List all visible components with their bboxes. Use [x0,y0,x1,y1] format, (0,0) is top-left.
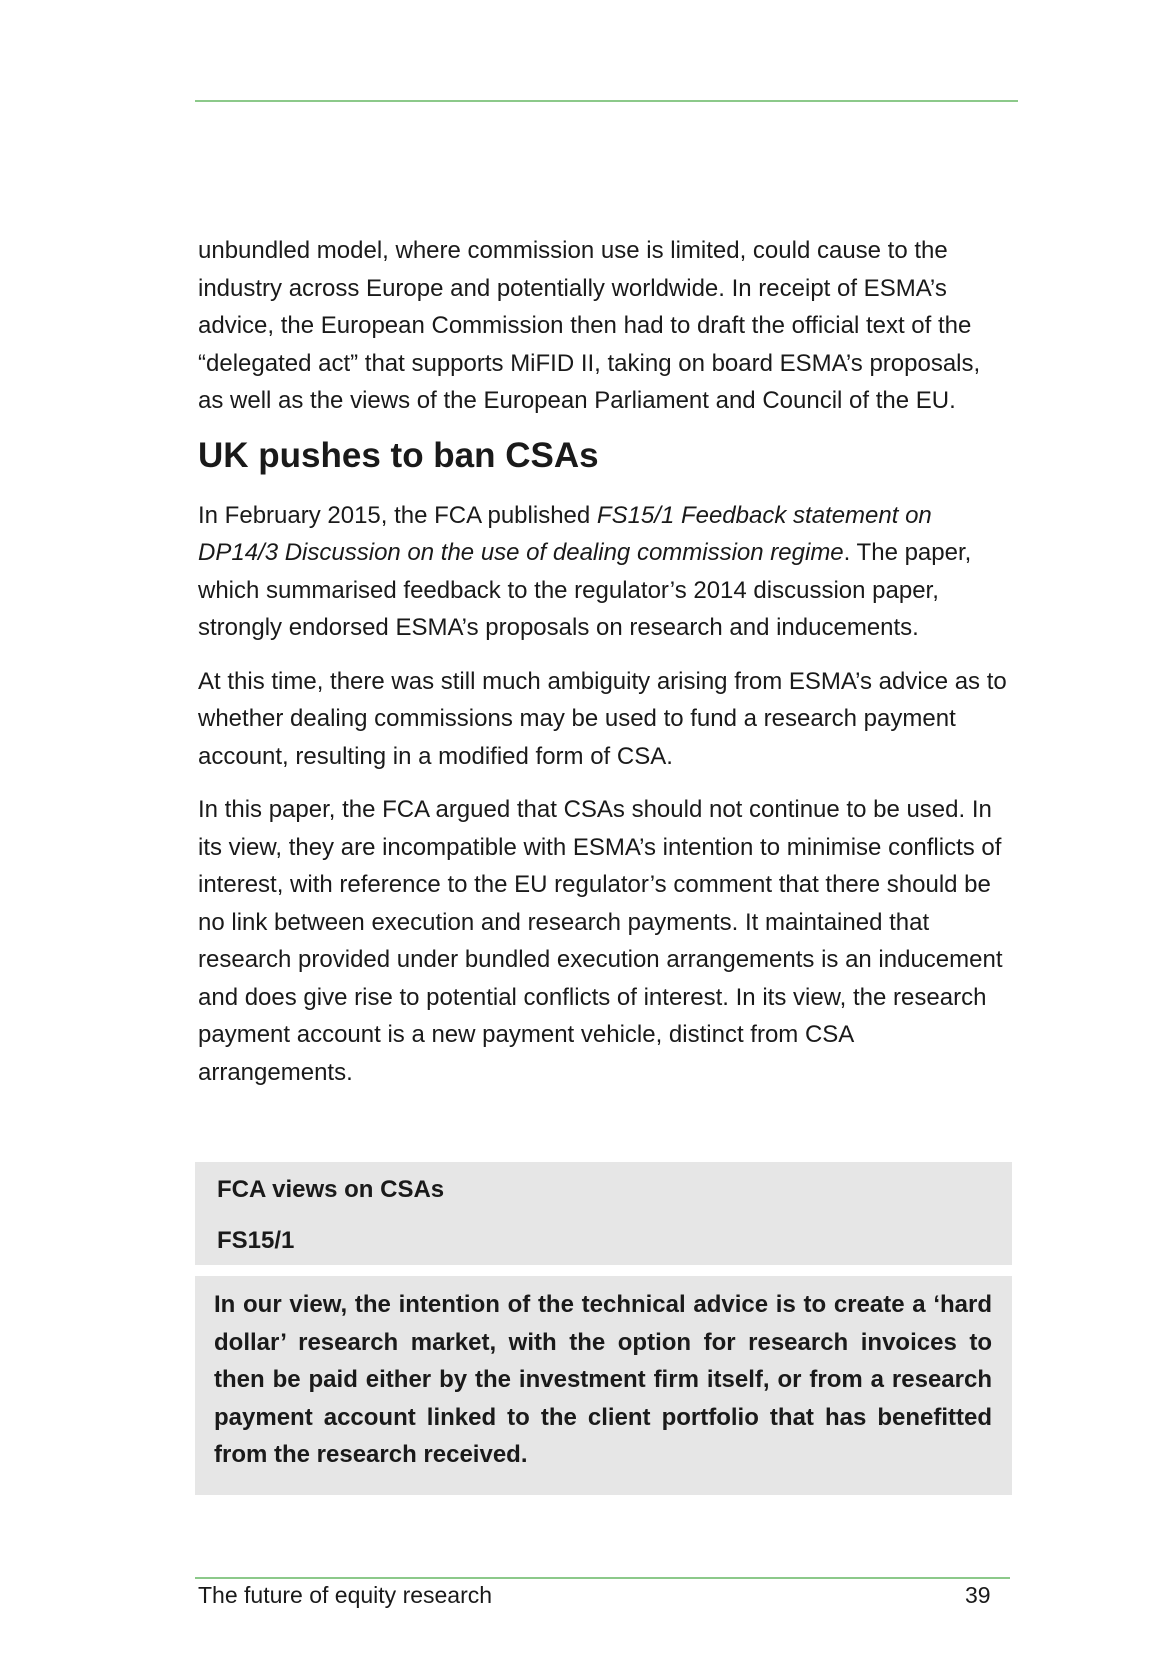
paragraph-ambiguity: At this time, there was still much ambiguity arising from ESMA’s advice as to whether dealing commissions may be used to fund a research payment account, resulting in a modified form of CSA. [198,667,1007,770]
main-content [198,232,1010,1107]
callout-title: FCA views on CSAs [217,1176,445,1203]
paragraph-intro: unbundled model, where commission use is limited, could cause to the industry across Europe and potentially worldwide. In receipt of ESMA’s advice, the European Commission then had to draft the official text of the “delegated act” that supports MiFID II, taking on board ESMA’s proposals, as well as the views of the European Parliament and Council of the EU. [198,237,981,414]
paragraph-prefix: In February 2015, the FCA published [198,501,597,529]
callout-header [195,1162,1012,1265]
header-rule [195,100,1018,102]
paragraph-suffix: . The paper, which summarised feedback to the regulator’s 2014 discussion paper, strongly endorsed ESMA’s proposals on research and inducements. [198,539,972,641]
callout-quote: In our view, the intention of the technical advice is to create a ‘hard dollar’ research market, with the option for research invoices to then be paid either by the investment firm itself, or from a research payment account linked to the client portfolio that has benefitted from the research received. [214,1291,992,1468]
callout-body [195,1276,1012,1495]
publication-title: FS15/1 Feedback statement on DP14/3 Discussion on the use of dealing commission regime [198,501,932,566]
footer-rule [195,1577,1010,1579]
footer-title: The future of equity research [198,1582,493,1608]
callout-subtitle: FS15/1 [217,1227,295,1254]
paragraph-fca-published [198,497,1010,647]
paragraph-fca-argued: In this paper, the FCA argued that CSAs should not continue to be used. In its view, they are incompatible with ESMA’s intention to minimise conflicts of interest, with reference to the EU regulator’s comment that there should be no link between execution and research payments. It maintained that research provided under bundled execution arrangements is an inducement and does give rise to potential conflicts of interest. In its view, the research payment account is a new payment vehicle, distinct from CSA arrangements. [198,796,1003,1086]
page-number: 39 [965,1582,991,1608]
section-heading: UK pushes to ban CSAs [198,435,599,475]
